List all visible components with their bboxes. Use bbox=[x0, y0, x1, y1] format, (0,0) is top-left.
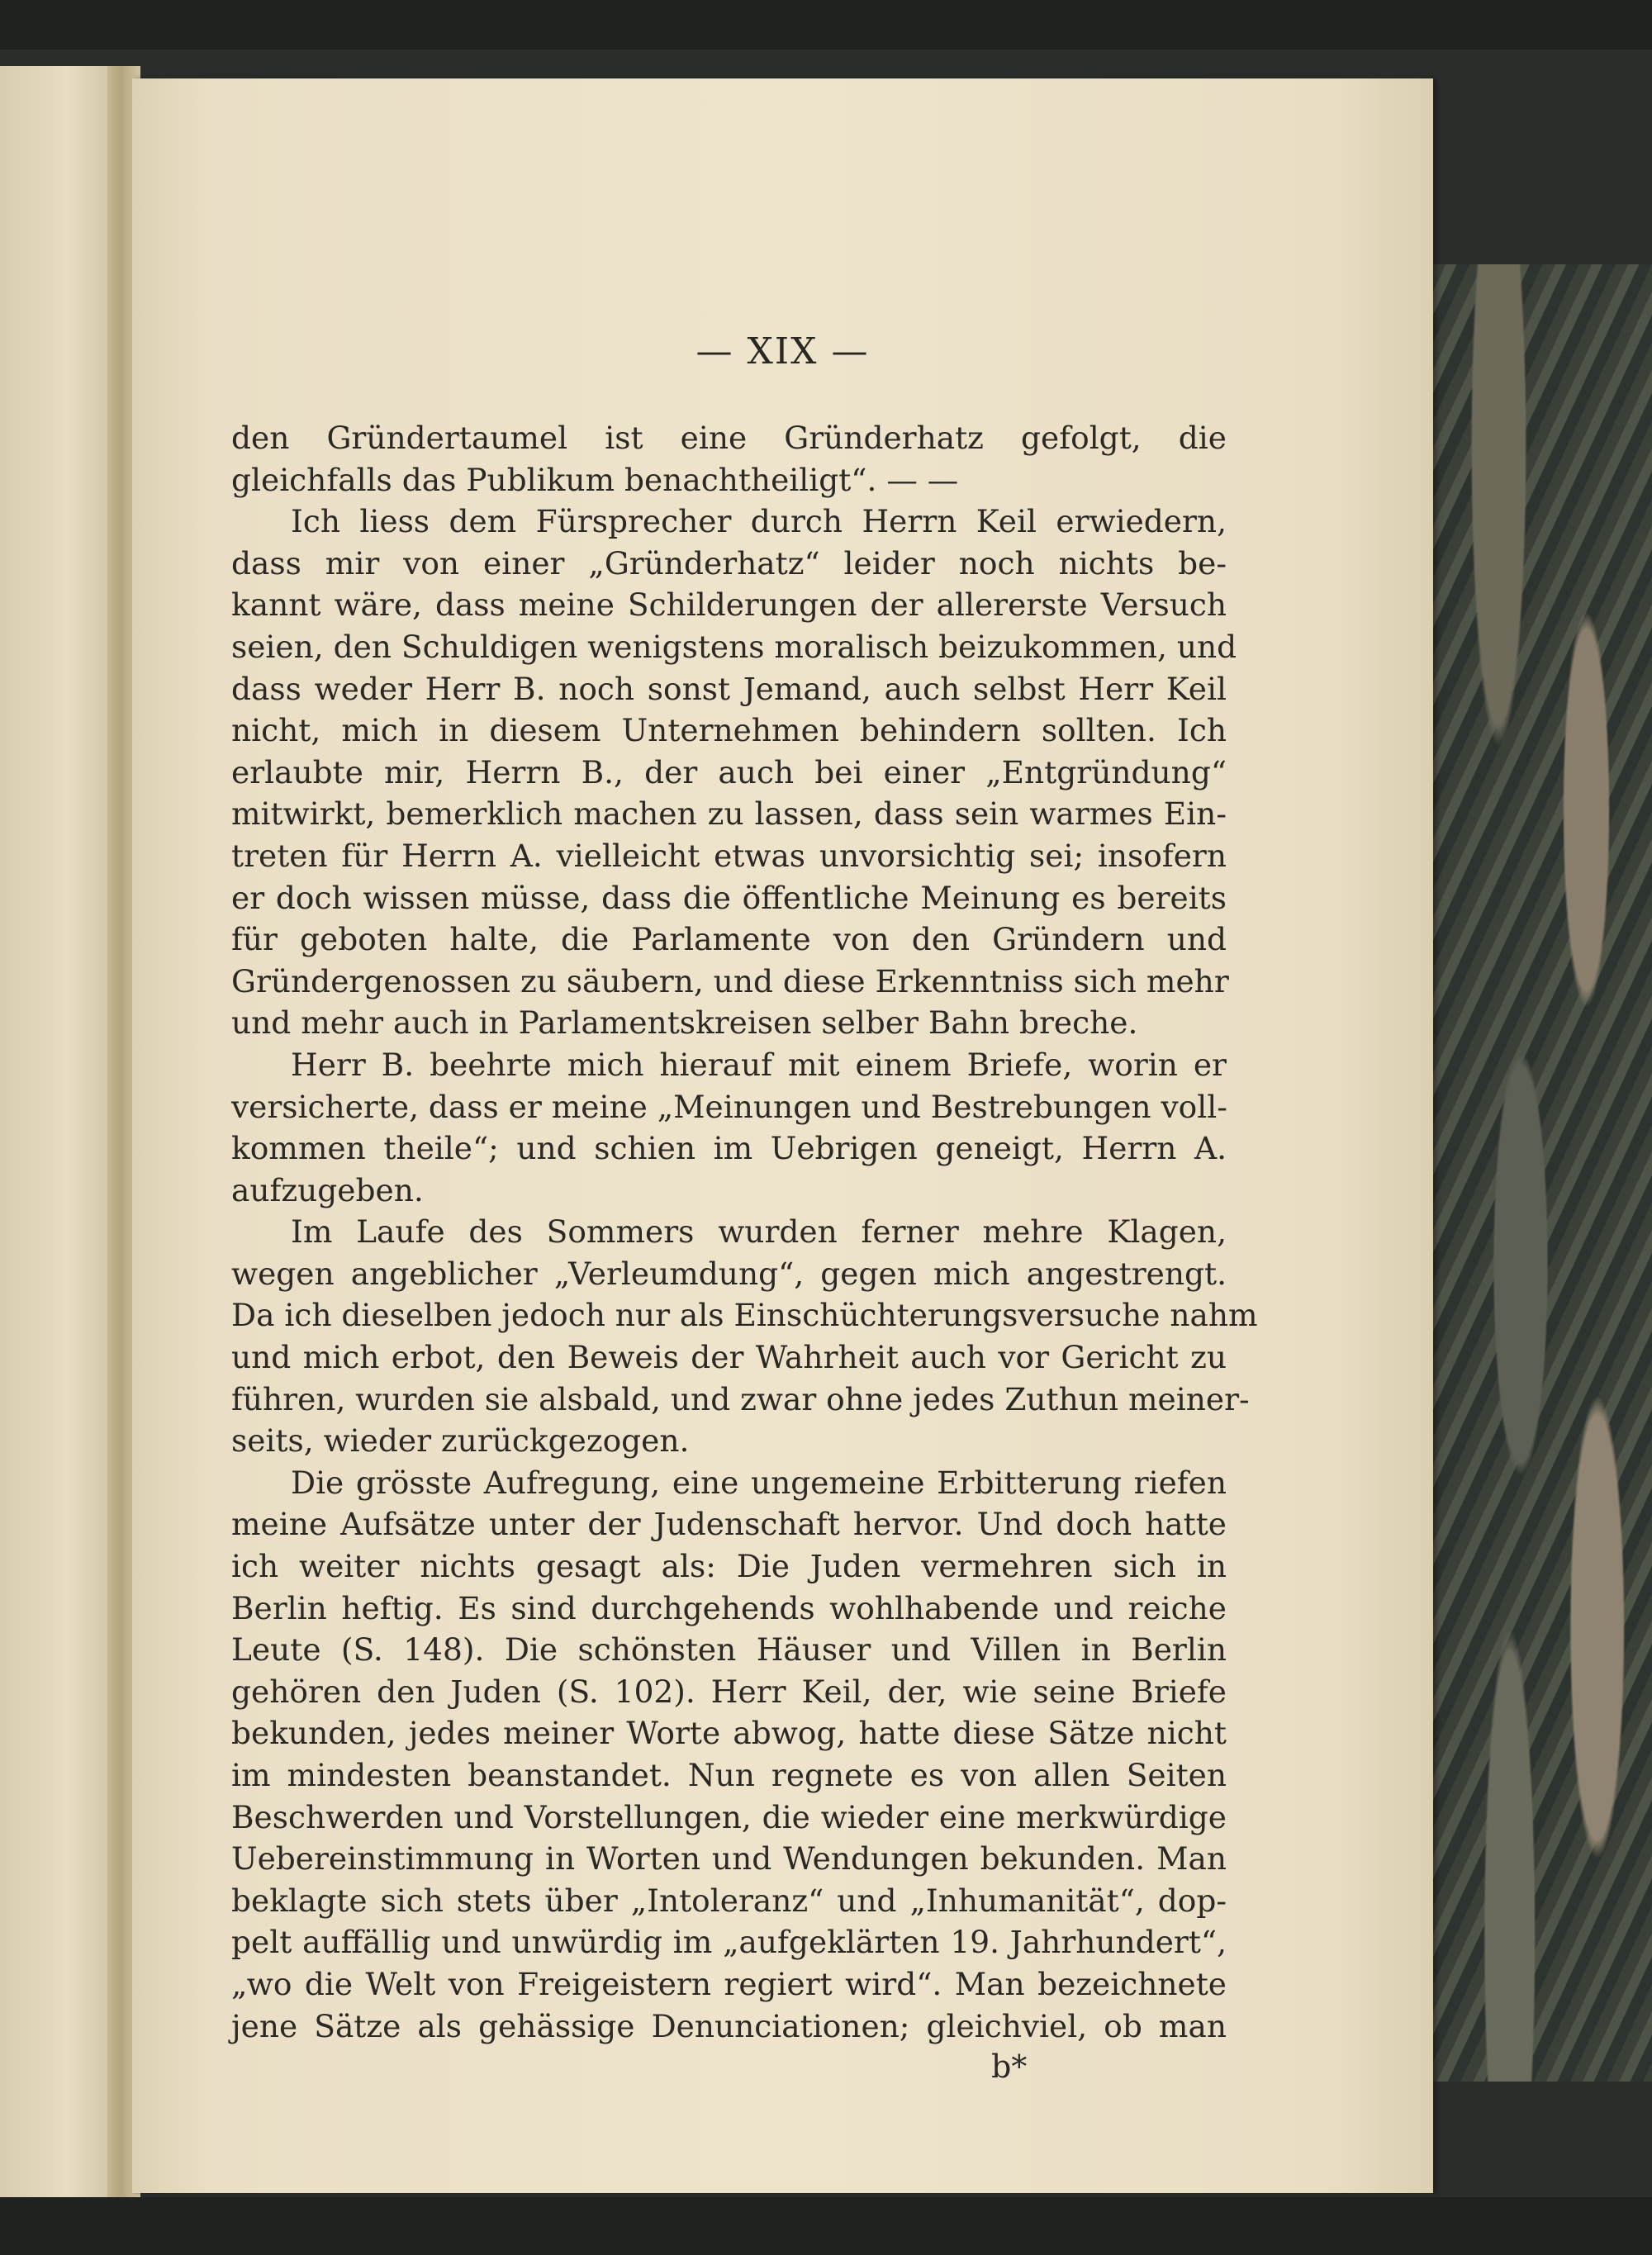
text-line: Ich liess dem Fürsprecher durch Herrn Keil erwiedern, bbox=[291, 503, 1227, 540]
text-line: Gründergenossen zu säubern, und diese Erkenntniss sich mehr bbox=[231, 962, 1229, 999]
text-line: wegen angeblicher „Verleumdung“, gegen mich angestrengt. bbox=[231, 1255, 1227, 1292]
text-line: Die grösste Aufregung, eine ungemeine Erbitterung riefen bbox=[291, 1464, 1227, 1501]
text-line: beklagte sich stets über „Intoleranz“ und „Inhumanität“, dop- bbox=[231, 1882, 1227, 1919]
text-line: dass mir von einer „Gründerhatz“ leider noch nichts be- bbox=[231, 544, 1227, 582]
text-line: meine Aufsätze unter der Judenschaft hervor. Und doch hatte bbox=[231, 1506, 1227, 1543]
text-line: seien, den Schuldigen wenigstens moralisch beizukommen, und bbox=[231, 628, 1237, 665]
marbled-cover-edge bbox=[1433, 264, 1652, 2082]
book-page bbox=[132, 78, 1433, 2193]
text-line: dass weder Herr B. noch sonst Jemand, auch selbst Herr Keil bbox=[231, 670, 1227, 707]
text-line: Herr B. beehrte mich hierauf mit einem Briefe, worin er bbox=[291, 1046, 1227, 1083]
text-line: mitwirkt, bemerklich machen zu lassen, dass sein warmes Ein- bbox=[231, 795, 1227, 833]
text-line: gehören den Juden (S. 102). Herr Keil, der, wie seine Briefe bbox=[231, 1673, 1227, 1710]
text-line: im mindesten beanstandet. Nun regnete es von allen Seiten bbox=[231, 1757, 1227, 1793]
text-line: gleichfalls das Publikum benachtheiligt“. — — bbox=[231, 461, 959, 498]
text-line: und mich erbot, den Beweis der Wahrheit auch vor Gericht zu bbox=[231, 1339, 1227, 1376]
text-line: Im Laufe des Sommers wurden ferner mehre Klagen, bbox=[291, 1213, 1227, 1251]
text-line: Leute (S. 148). Die schönsten Häuser und Villen in Berlin bbox=[231, 1631, 1227, 1669]
text-line: und mehr auch in Parlamentskreisen selber Bahn breche. bbox=[231, 1004, 1138, 1042]
page-body-text bbox=[231, 417, 1258, 2047]
text-line: treten für Herrn A. vielleicht etwas unvorsichtig sei; insofern bbox=[231, 837, 1227, 874]
text-line: für geboten halte, die Parlamente von den Gründern und bbox=[231, 921, 1227, 958]
text-line: bekunden, jedes meiner Worte abwog, hatte diese Sätze nicht bbox=[231, 1715, 1227, 1752]
text-line: Da ich dieselben jedoch nur als Einschüchterungsversuche nahm bbox=[231, 1297, 1258, 1334]
text-line: „wo die Welt von Freigeistern regiert wird“. Man bezeichnete bbox=[231, 1965, 1227, 2002]
text-line: jene Sätze als gehässige Denunciationen; gleichviel, ob man bbox=[231, 2007, 1227, 2044]
text-line: kommen theile“; und schien im Uebrigen geneigt, Herrn A. bbox=[231, 1130, 1227, 1167]
text-line: ich weiter nichts gesagt als: Die Juden vermehren sich in bbox=[231, 1548, 1227, 1585]
text-line: aufzugeben. bbox=[231, 1171, 424, 1208]
text-line: Berlin heftig. Es sind durchgehends wohlhabende und reiche bbox=[231, 1589, 1227, 1626]
text-line: kannt wäre, dass meine Schilderungen der allererste Versuch bbox=[231, 586, 1227, 624]
text-line: Beschwerden und Vorstellungen, die wieder eine merkwürdige bbox=[231, 1798, 1227, 1835]
text-line: seits, wieder zurückgezogen. bbox=[231, 1422, 690, 1460]
page-number-header: — XIX — bbox=[695, 330, 870, 373]
text-line: führen, wurden sie alsbald, und zwar ohne jedes Zuthun meiner- bbox=[231, 1380, 1250, 1417]
text-line: nicht, mich in diesem Unternehmen behindern sollten. Ich bbox=[231, 712, 1227, 749]
text-line: versicherte, dass er meine „Meinungen und Bestrebungen voll- bbox=[231, 1088, 1227, 1125]
left-page-edge bbox=[0, 66, 124, 2197]
text-line: erlaubte mir, Herrn B., der auch bei einer „Entgründung“ bbox=[231, 753, 1227, 790]
text-line: Uebereinstimmung in Worten und Wendungen bekunden. Man bbox=[231, 1840, 1227, 1878]
signature-mark: b* bbox=[991, 2048, 1028, 2085]
text-line: den Gründertaumel ist eine Gründerhatz gefolgt, die bbox=[231, 420, 1227, 456]
text-line: er doch wissen müsse, dass die öffentliche Meinung es bereits bbox=[231, 879, 1227, 916]
text-line: pelt auffällig und unwürdig im „aufgeklärten 19. Jahrhundert“, bbox=[231, 1924, 1227, 1961]
